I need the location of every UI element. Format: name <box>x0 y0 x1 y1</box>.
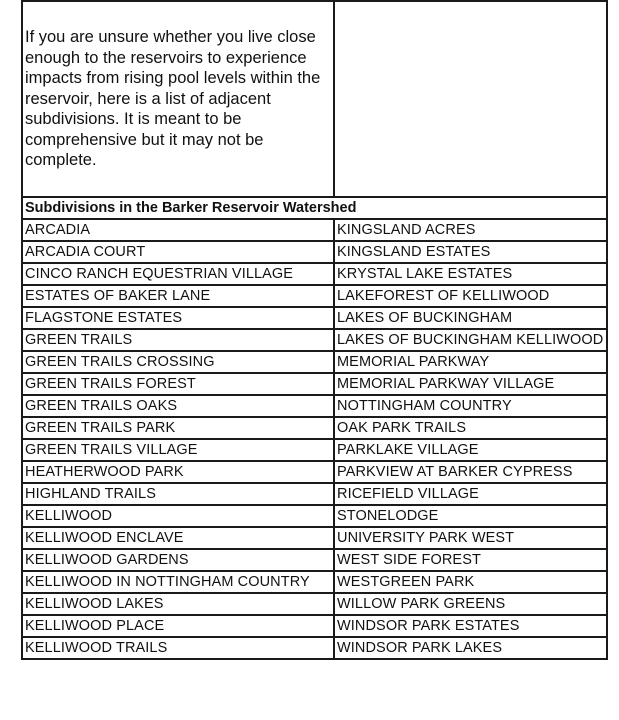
table-row <box>22 329 607 351</box>
intro-empty-cell <box>334 1 607 197</box>
subdivision-cell-right: NOTTINGHAM COUNTRY <box>334 395 607 417</box>
subdivision-cell-left: ARCADIA <box>22 219 334 241</box>
subdivision-cell-left: KELLIWOOD IN NOTTINGHAM COUNTRY <box>22 571 334 593</box>
subdivision-cell-right: PARKVIEW AT BARKER CYPRESS <box>334 461 607 483</box>
subdivision-cell-right: RICEFIELD VILLAGE <box>334 483 607 505</box>
table-heading: Subdivisions in the Barker Reservoir Watershed <box>22 197 607 219</box>
intro-cell <box>22 1 334 197</box>
table-row <box>22 263 607 285</box>
subdivision-cell-left: KELLIWOOD ENCLAVE <box>22 527 334 549</box>
subdivision-cell-left: KELLIWOOD LAKES <box>22 593 334 615</box>
table-body <box>22 1 607 659</box>
table-row <box>22 549 607 571</box>
subdivision-cell-left: KELLIWOOD GARDENS <box>22 549 334 571</box>
intro-row <box>22 1 607 197</box>
subdivision-cell-left: KELLIWOOD <box>22 505 334 527</box>
table-row <box>22 219 607 241</box>
table-row <box>22 285 607 307</box>
subdivision-cell-right: WINDSOR PARK LAKES <box>334 637 607 659</box>
table-row <box>22 483 607 505</box>
subdivision-cell-right: WINDSOR PARK ESTATES <box>334 615 607 637</box>
subdivision-cell-left: GREEN TRAILS FOREST <box>22 373 334 395</box>
subdivision-cell-left: GREEN TRAILS <box>22 329 334 351</box>
subdivision-cell-left: HIGHLAND TRAILS <box>22 483 334 505</box>
table-row <box>22 505 607 527</box>
table-row <box>22 307 607 329</box>
table-row <box>22 615 607 637</box>
subdivision-cell-left: HEATHERWOOD PARK <box>22 461 334 483</box>
subdivision-cell-right: KINGSLAND ESTATES <box>334 241 607 263</box>
subdivision-cell-right: UNIVERSITY PARK WEST <box>334 527 607 549</box>
table-row <box>22 439 607 461</box>
table-row <box>22 637 607 659</box>
subdivision-cell-right: WESTGREEN PARK <box>334 571 607 593</box>
subdivision-cell-left: GREEN TRAILS VILLAGE <box>22 439 334 461</box>
subdivision-cell-left: CINCO RANCH EQUESTRIAN VILLAGE <box>22 263 334 285</box>
subdivision-cell-left: GREEN TRAILS OAKS <box>22 395 334 417</box>
table-row <box>22 417 607 439</box>
subdivision-cell-right: WILLOW PARK GREENS <box>334 593 607 615</box>
subdivision-cell-left: ESTATES OF BAKER LANE <box>22 285 334 307</box>
subdivision-cell-left: KELLIWOOD TRAILS <box>22 637 334 659</box>
subdivision-cell-right: KINGSLAND ACRES <box>334 219 607 241</box>
subdivision-cell-right: MEMORIAL PARKWAY <box>334 351 607 373</box>
subdivision-cell-left: GREEN TRAILS CROSSING <box>22 351 334 373</box>
subdivision-cell-left: GREEN TRAILS PARK <box>22 417 334 439</box>
subdivision-cell-left: ARCADIA COURT <box>22 241 334 263</box>
subdivision-cell-left: FLAGSTONE ESTATES <box>22 307 334 329</box>
table-row <box>22 395 607 417</box>
table-row <box>22 351 607 373</box>
table-row <box>22 527 607 549</box>
subdivision-cell-right: LAKES OF BUCKINGHAM <box>334 307 607 329</box>
table-heading-row <box>22 197 607 219</box>
subdivision-cell-right: PARKLAKE VILLAGE <box>334 439 607 461</box>
subdivision-cell-right: LAKEFOREST OF KELLIWOOD <box>334 285 607 307</box>
table-row <box>22 241 607 263</box>
intro-text: If you are unsure whether you live close enough to the reservoirs to experience impacts from rising pool levels within the reservoir, here is a list of adjacent subdivisions. It is meant to be comprehensive but it may not be complete. <box>25 28 321 170</box>
subdivision-cell-right: STONELODGE <box>334 505 607 527</box>
subdivision-cell-right: MEMORIAL PARKWAY VILLAGE <box>334 373 607 395</box>
subdivision-cell-right: KRYSTAL LAKE ESTATES <box>334 263 607 285</box>
subdivision-cell-right: OAK PARK TRAILS <box>334 417 607 439</box>
subdivisions-table <box>21 0 608 660</box>
table-row <box>22 373 607 395</box>
subdivision-cell-right: WEST SIDE FOREST <box>334 549 607 571</box>
table-row <box>22 461 607 483</box>
table-row <box>22 571 607 593</box>
table-row <box>22 593 607 615</box>
subdivision-cell-left: KELLIWOOD PLACE <box>22 615 334 637</box>
subdivision-cell-right: LAKES OF BUCKINGHAM KELLIWOOD <box>334 329 607 351</box>
